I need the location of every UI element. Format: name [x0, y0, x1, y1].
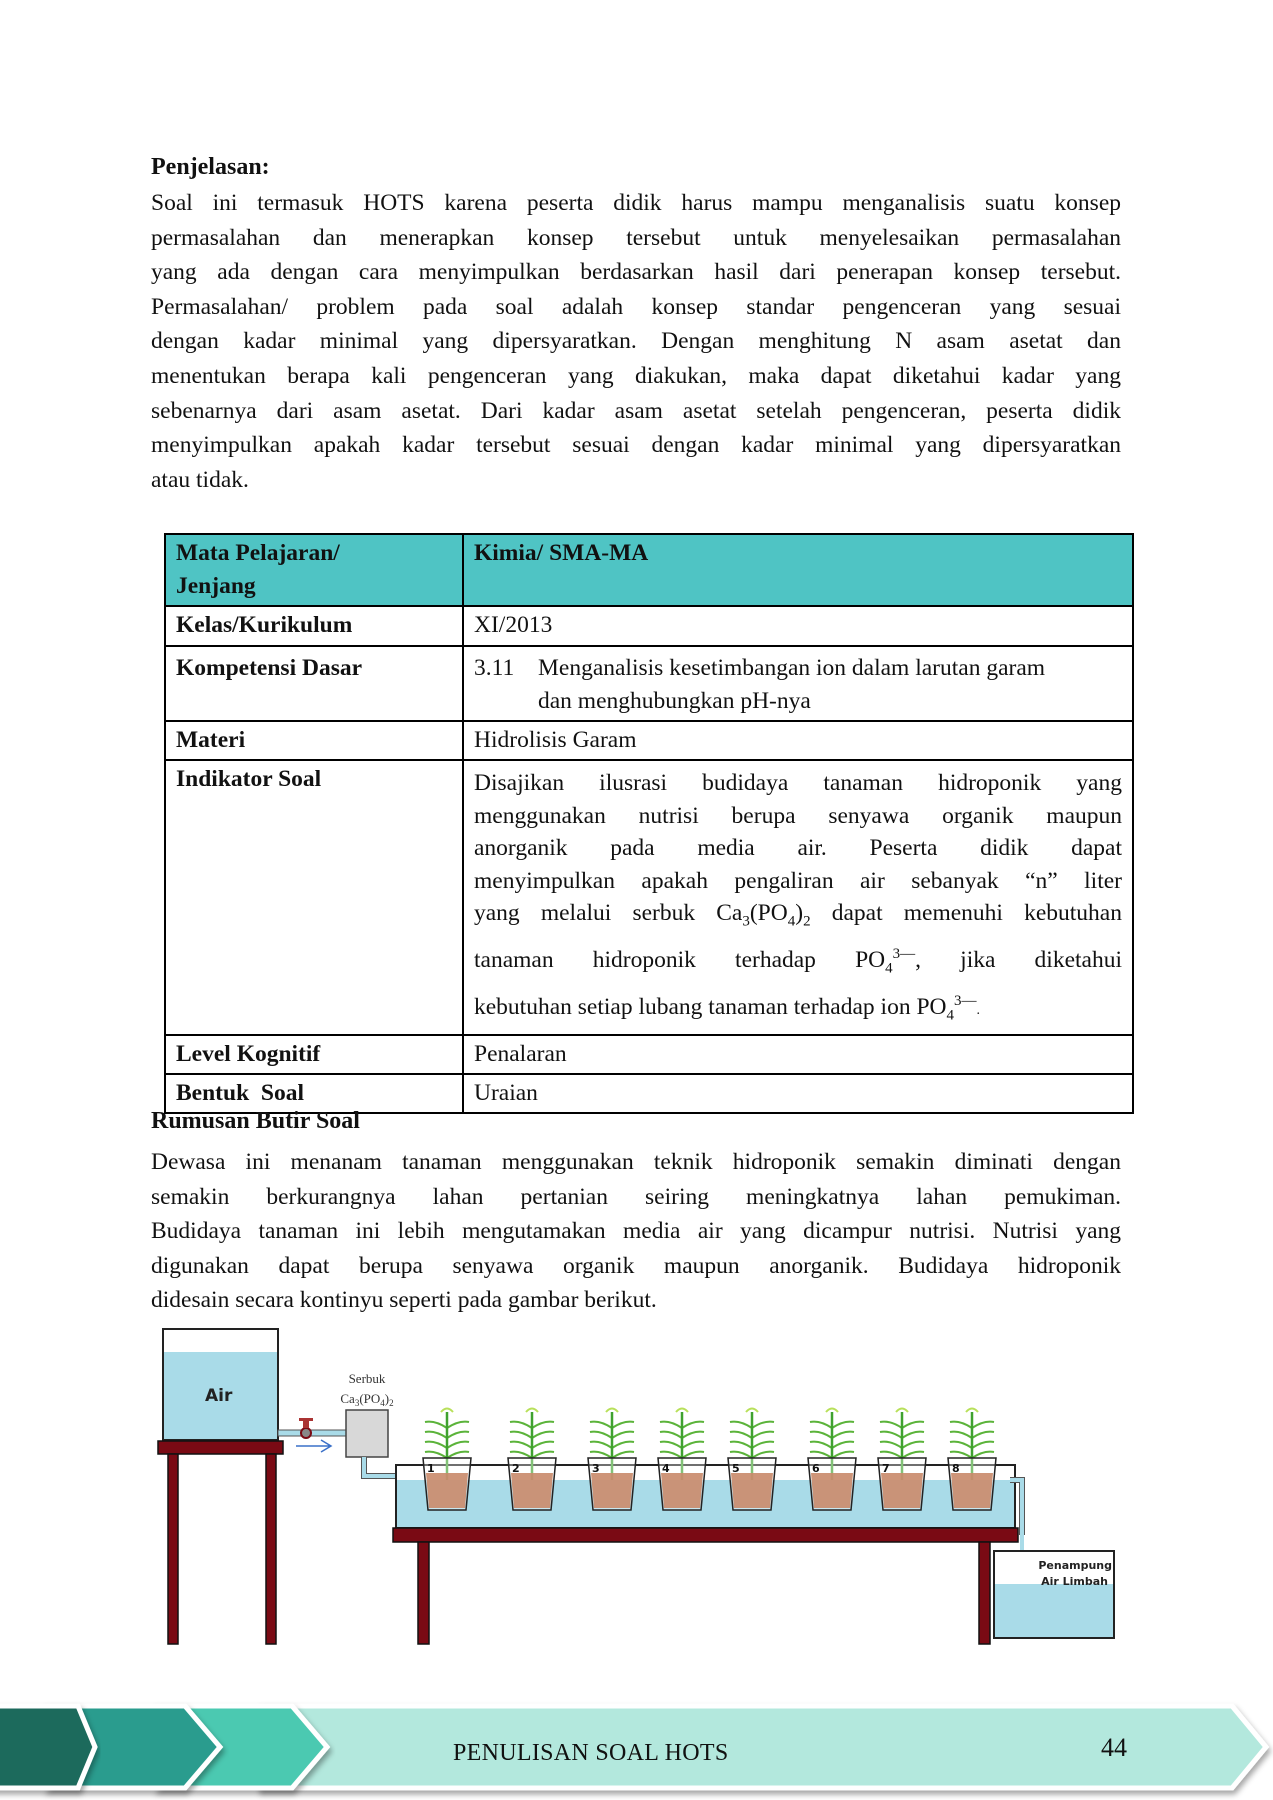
- text-line: atau tidak.: [151, 466, 249, 493]
- text-line: yang ada dengan cara menyimpulkan berdasarkan hasil dari penerapan konsep tersebut.: [151, 259, 1121, 286]
- label-mata-pelajaran: Mata Pelajaran/ Jenjang: [165, 534, 463, 606]
- value-kompetensi-dasar: 3.11 Menganalisis kesetimbangan ion dalam larutan garam dan menghubungkan pH-nya: [463, 646, 1133, 721]
- plant-pot: [878, 1409, 926, 1511]
- plant-pot: [588, 1409, 636, 1511]
- table-row-mapel: [165, 534, 1133, 606]
- footer-arrow-dark: [0, 1706, 95, 1788]
- powder-label: Serbuk: [348, 1371, 386, 1386]
- kd-number: 3.11: [474, 655, 515, 681]
- table-row-materi: [165, 721, 1133, 760]
- text-line: menentukan berapa kali pengenceran yang diakukan, maka dapat diketahui kadar yang: [151, 362, 1121, 389]
- pot-number: 6: [812, 1462, 820, 1475]
- pot-number: 1: [427, 1462, 435, 1475]
- value-level-kognitif: Penalaran: [463, 1035, 1133, 1074]
- label-kelas: Kelas/Kurikulum: [165, 606, 463, 646]
- valve-icon: [301, 1428, 311, 1438]
- plant-pot: [508, 1409, 556, 1511]
- pot-number: 5: [732, 1462, 740, 1475]
- penjelasan-paragraph: [151, 186, 1121, 497]
- table-row-indikator: [165, 760, 1133, 1035]
- rumusan-paragraph: [151, 1145, 1121, 1318]
- text-line: Permasalahan/ problem pada soal adalah konsep standar pengenceran yang sesuai: [151, 293, 1121, 320]
- question-spec-table: [164, 533, 1134, 1114]
- value-bentuk-soal: Uraian: [463, 1074, 1133, 1113]
- pot-number: 3: [592, 1462, 600, 1475]
- penjelasan-heading: Penjelasan:: [151, 154, 270, 180]
- page-number: 44: [1101, 1733, 1127, 1762]
- waste-label-line2: Air Limbah: [1041, 1575, 1108, 1588]
- text-line: didesain secara kontinyu seperti pada gambar berikut.: [151, 1287, 657, 1314]
- flow-arrow-icon: [296, 1440, 331, 1452]
- plant-pot: [948, 1409, 996, 1511]
- label-materi: Materi: [165, 721, 463, 760]
- text-line: menyimpulkan apakah kadar tersebut sesuai dengan kadar minimal yang dipersyaratkan: [151, 432, 1121, 459]
- pot-number: 4: [662, 1462, 670, 1475]
- pot-number: 7: [882, 1462, 890, 1475]
- tank-label: Air: [205, 1386, 233, 1406]
- powder-box: [340, 1371, 398, 1476]
- tank-stand: [158, 1441, 283, 1644]
- trough-table: [393, 1528, 1018, 1644]
- value-indikator-soal: Disajikan ilusrasi budidaya tanaman hidroponik yang menggunakan nutrisi berupa senyawa organik maupun anorganik pada media air. Peserta didik dapat menyimpulkan apakah pengaliran air sebanyak “n” liter yang melalui serbuk $Ca_3(PO_4)_2$ dapat memenuhi kebutuhan tanaman hidroponik terhadap $PO_4^{3—}$, jika diketahui kebutuhan setiap lubang tanaman terhadap ion $PO_4^{3—}$.: [463, 760, 1133, 1035]
- label-indikator-soal: Indikator Soal: [165, 760, 463, 1035]
- plant-pot: [423, 1409, 471, 1511]
- plant-pot: [658, 1409, 706, 1511]
- text-line: semakin berkurangnya lahan pertanian seiring meningkatnya lahan pemukiman.: [151, 1183, 1121, 1210]
- footer-title: PENULISAN SOAL HOTS: [453, 1740, 729, 1766]
- pot-number: 8: [952, 1462, 960, 1475]
- text-line: permasalahan dan menerapkan konsep tersebut untuk menyelesaikan permasalahan: [151, 224, 1121, 251]
- table-row-level: [165, 1035, 1133, 1074]
- inlet-pipe: [278, 1418, 346, 1452]
- plant-pot: [728, 1409, 776, 1511]
- table-row-kd: [165, 646, 1133, 721]
- label-bentuk-soal: Bentuk Soal: [165, 1074, 463, 1113]
- rumusan-heading: Rumusan Butir Soal: [151, 1108, 360, 1134]
- text-line: dengan kadar minimal yang dipersyaratkan. Dengan menghitung N asam asetat dan: [151, 328, 1121, 355]
- text-line: Soal ini termasuk HOTS karena peserta didik harus mampu menganalisis suatu konsep: [151, 190, 1121, 216]
- text-line: Dewasa ini menanam tanaman menggunakan teknik hidroponik semakin diminati dengan: [151, 1149, 1121, 1175]
- pot-number: 2: [512, 1462, 520, 1475]
- water-tank: [163, 1329, 278, 1440]
- value-materi: Hidrolisis Garam: [463, 721, 1133, 760]
- value-mata-pelajaran: Kimia/ SMA-MA: [463, 534, 1133, 606]
- waste-tank: [994, 1551, 1114, 1638]
- hydroponic-diagram: [150, 1320, 1130, 1655]
- powder-formula: $Ca_3(PO_4)_2$: [340, 1391, 394, 1408]
- value-kelas: XI/2013: [463, 606, 1133, 646]
- text-line: digunakan dapat berupa senyawa organik maupun anorganik. Budidaya hidroponik: [151, 1252, 1121, 1279]
- table-row-kelas: [165, 606, 1133, 646]
- label-level-kognitif: Level Kognitif: [165, 1035, 463, 1074]
- waste-label-line1: Penampung: [1038, 1559, 1112, 1572]
- label-kompetensi-dasar: Kompetensi Dasar: [165, 646, 463, 721]
- plant-pot: [808, 1409, 856, 1511]
- text-line: Budidaya tanaman ini lebih mengutamakan media air yang dicampur nutrisi. Nutrisi yang: [151, 1218, 1121, 1245]
- text-line: sebenarnya dari asam asetat. Dari kadar asam asetat setelah pengenceran, peserta didik: [151, 397, 1121, 424]
